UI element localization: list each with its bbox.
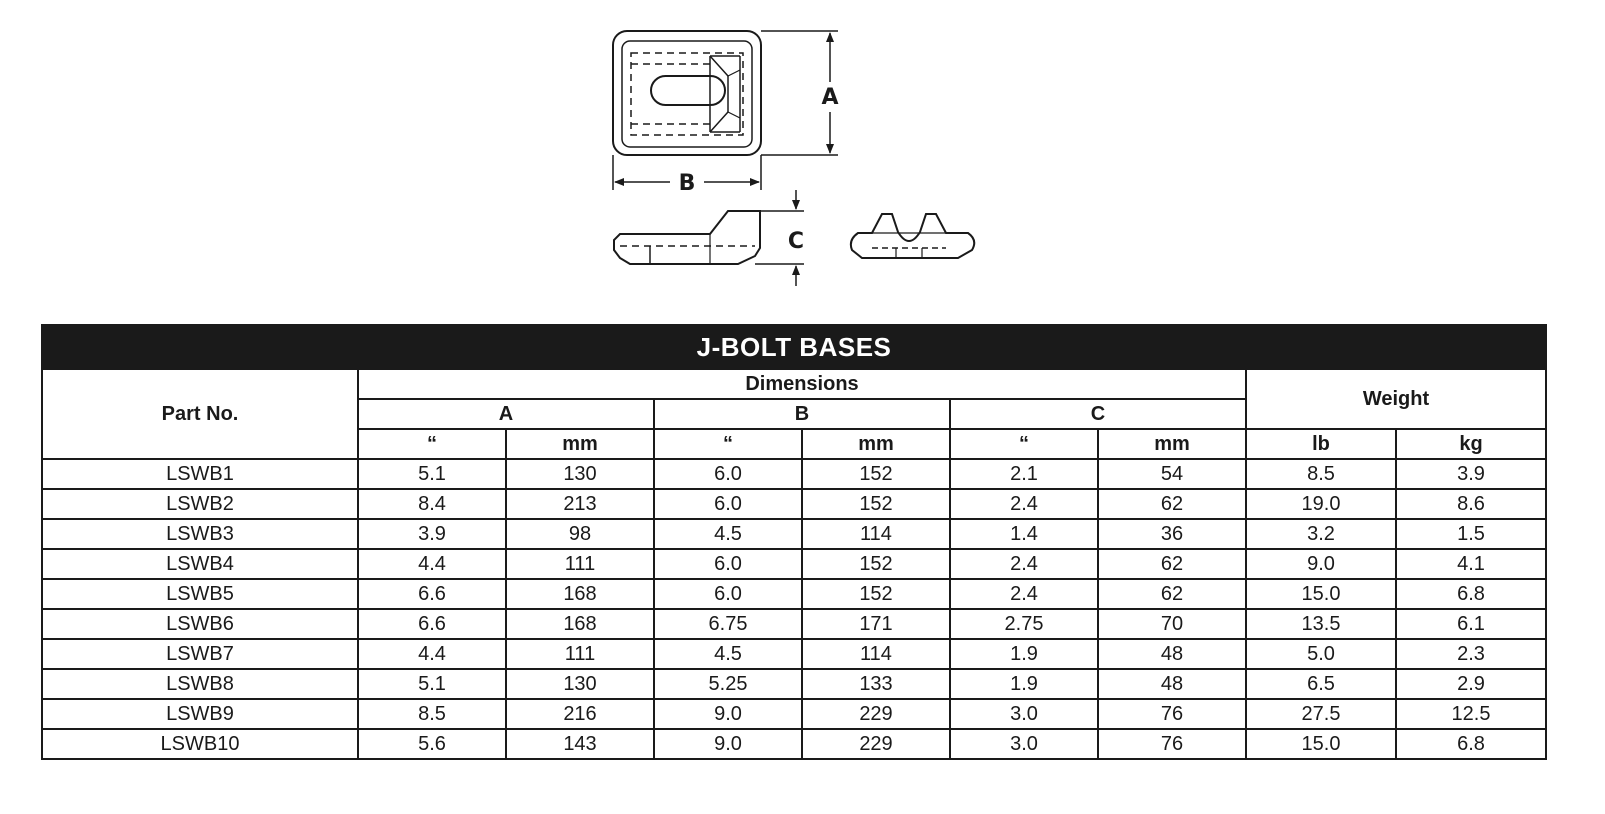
- table-cell: 6.0: [654, 579, 802, 609]
- table-cell: 152: [802, 579, 950, 609]
- part-number-cell: LSWB10: [42, 729, 358, 759]
- table-cell: 6.6: [358, 579, 506, 609]
- side-view: [614, 211, 760, 264]
- table-cell: 114: [802, 639, 950, 669]
- table-row: [42, 729, 1546, 759]
- unit-header: “: [358, 429, 506, 459]
- table-cell: 130: [506, 669, 654, 699]
- table-row: [42, 639, 1546, 669]
- table-cell: 2.3: [1396, 639, 1546, 669]
- table-row: [42, 609, 1546, 639]
- table-cell: 2.4: [950, 549, 1098, 579]
- table-cell: 6.0: [654, 489, 802, 519]
- part-number-header: Part No.: [42, 369, 358, 459]
- part-number-cell: LSWB4: [42, 549, 358, 579]
- table-cell: 3.9: [1396, 459, 1546, 489]
- table-cell: 6.8: [1396, 729, 1546, 759]
- table-row: [42, 579, 1546, 609]
- table-cell: 3.0: [950, 699, 1098, 729]
- part-number-cell: LSWB3: [42, 519, 358, 549]
- table-cell: 5.1: [358, 459, 506, 489]
- part-number-cell: LSWB2: [42, 489, 358, 519]
- table-cell: 111: [506, 639, 654, 669]
- table-cell: 133: [802, 669, 950, 699]
- unit-header: kg: [1396, 429, 1546, 459]
- table-title: J-BOLT BASES: [42, 325, 1546, 369]
- table-cell: 8.4: [358, 489, 506, 519]
- table-cell: 48: [1098, 669, 1246, 699]
- dimension-c-label: C: [787, 229, 805, 254]
- table-cell: 4.5: [654, 519, 802, 549]
- unit-header: lb: [1246, 429, 1396, 459]
- table-cell: 5.25: [654, 669, 802, 699]
- part-number-cell: LSWB7: [42, 639, 358, 669]
- table-cell: 3.0: [950, 729, 1098, 759]
- table-cell: 27.5: [1246, 699, 1396, 729]
- table-cell: 4.5: [654, 639, 802, 669]
- table-cell: 111: [506, 549, 654, 579]
- unit-header: mm: [802, 429, 950, 459]
- table-cell: 6.1: [1396, 609, 1546, 639]
- table-cell: 13.5: [1246, 609, 1396, 639]
- table-cell: 36: [1098, 519, 1246, 549]
- table-cell: 3.9: [358, 519, 506, 549]
- table-cell: 48: [1098, 639, 1246, 669]
- table-cell: 143: [506, 729, 654, 759]
- table-cell: 114: [802, 519, 950, 549]
- table-cell: 3.2: [1246, 519, 1396, 549]
- part-number-cell: LSWB5: [42, 579, 358, 609]
- table-row: [42, 549, 1546, 579]
- table-cell: 12.5: [1396, 699, 1546, 729]
- top-view: [613, 31, 761, 155]
- part-number-cell: LSWB1: [42, 459, 358, 489]
- dimensions-header: Dimensions: [358, 369, 1246, 399]
- table-cell: 4.4: [358, 549, 506, 579]
- dimension-a-label: A: [821, 85, 839, 110]
- table-cell: 1.4: [950, 519, 1098, 549]
- table-row: [42, 699, 1546, 729]
- table-cell: 5.0: [1246, 639, 1396, 669]
- table-row: [42, 519, 1546, 549]
- table-row: [42, 669, 1546, 699]
- table-cell: 229: [802, 729, 950, 759]
- table-cell: 70: [1098, 609, 1246, 639]
- j-bolt-bases-table: [41, 324, 1547, 760]
- dimension-group-a: A: [358, 399, 654, 429]
- table-cell: 152: [802, 549, 950, 579]
- technical-drawing: [0, 0, 1605, 300]
- table-cell: 62: [1098, 549, 1246, 579]
- table-cell: 98: [506, 519, 654, 549]
- dimension-group-b: B: [654, 399, 950, 429]
- table-cell: 2.9: [1396, 669, 1546, 699]
- table-cell: 4.4: [358, 639, 506, 669]
- table-cell: 152: [802, 459, 950, 489]
- table-cell: 152: [802, 489, 950, 519]
- table-cell: 229: [802, 699, 950, 729]
- table-cell: 2.4: [950, 579, 1098, 609]
- part-number-cell: LSWB6: [42, 609, 358, 639]
- table-cell: 216: [506, 699, 654, 729]
- table-cell: 62: [1098, 489, 1246, 519]
- dimension-group-c: C: [950, 399, 1246, 429]
- unit-header: mm: [506, 429, 654, 459]
- dimension-b-label: B: [678, 171, 696, 196]
- table-cell: 130: [506, 459, 654, 489]
- table-cell: 9.0: [654, 729, 802, 759]
- table-cell: 6.0: [654, 459, 802, 489]
- table-cell: 2.75: [950, 609, 1098, 639]
- table-cell: 76: [1098, 729, 1246, 759]
- end-view: [851, 214, 974, 258]
- unit-header: mm: [1098, 429, 1246, 459]
- unit-header: “: [654, 429, 802, 459]
- table-cell: 8.5: [358, 699, 506, 729]
- table-cell: 6.0: [654, 549, 802, 579]
- table-cell: 6.5: [1246, 669, 1396, 699]
- part-number-cell: LSWB8: [42, 669, 358, 699]
- weight-header: Weight: [1246, 369, 1546, 429]
- part-number-cell: LSWB9: [42, 699, 358, 729]
- table-row: [42, 459, 1546, 489]
- table-cell: 9.0: [654, 699, 802, 729]
- table-cell: 213: [506, 489, 654, 519]
- table-cell: 15.0: [1246, 729, 1396, 759]
- table-cell: 76: [1098, 699, 1246, 729]
- table-cell: 1.9: [950, 669, 1098, 699]
- table-cell: 19.0: [1246, 489, 1396, 519]
- table-cell: 4.1: [1396, 549, 1546, 579]
- table-cell: 8.6: [1396, 489, 1546, 519]
- table-cell: 2.4: [950, 489, 1098, 519]
- table-cell: 6.8: [1396, 579, 1546, 609]
- table-cell: 1.5: [1396, 519, 1546, 549]
- table-cell: 6.75: [654, 609, 802, 639]
- table-row: [42, 489, 1546, 519]
- table-cell: 168: [506, 579, 654, 609]
- table-cell: 168: [506, 609, 654, 639]
- table-cell: 54: [1098, 459, 1246, 489]
- table-cell: 1.9: [950, 639, 1098, 669]
- table-cell: 62: [1098, 579, 1246, 609]
- table-cell: 8.5: [1246, 459, 1396, 489]
- table-cell: 15.0: [1246, 579, 1396, 609]
- table-cell: 171: [802, 609, 950, 639]
- unit-header: “: [950, 429, 1098, 459]
- table-cell: 5.6: [358, 729, 506, 759]
- table-cell: 6.6: [358, 609, 506, 639]
- table-cell: 5.1: [358, 669, 506, 699]
- table-cell: 2.1: [950, 459, 1098, 489]
- table-cell: 9.0: [1246, 549, 1396, 579]
